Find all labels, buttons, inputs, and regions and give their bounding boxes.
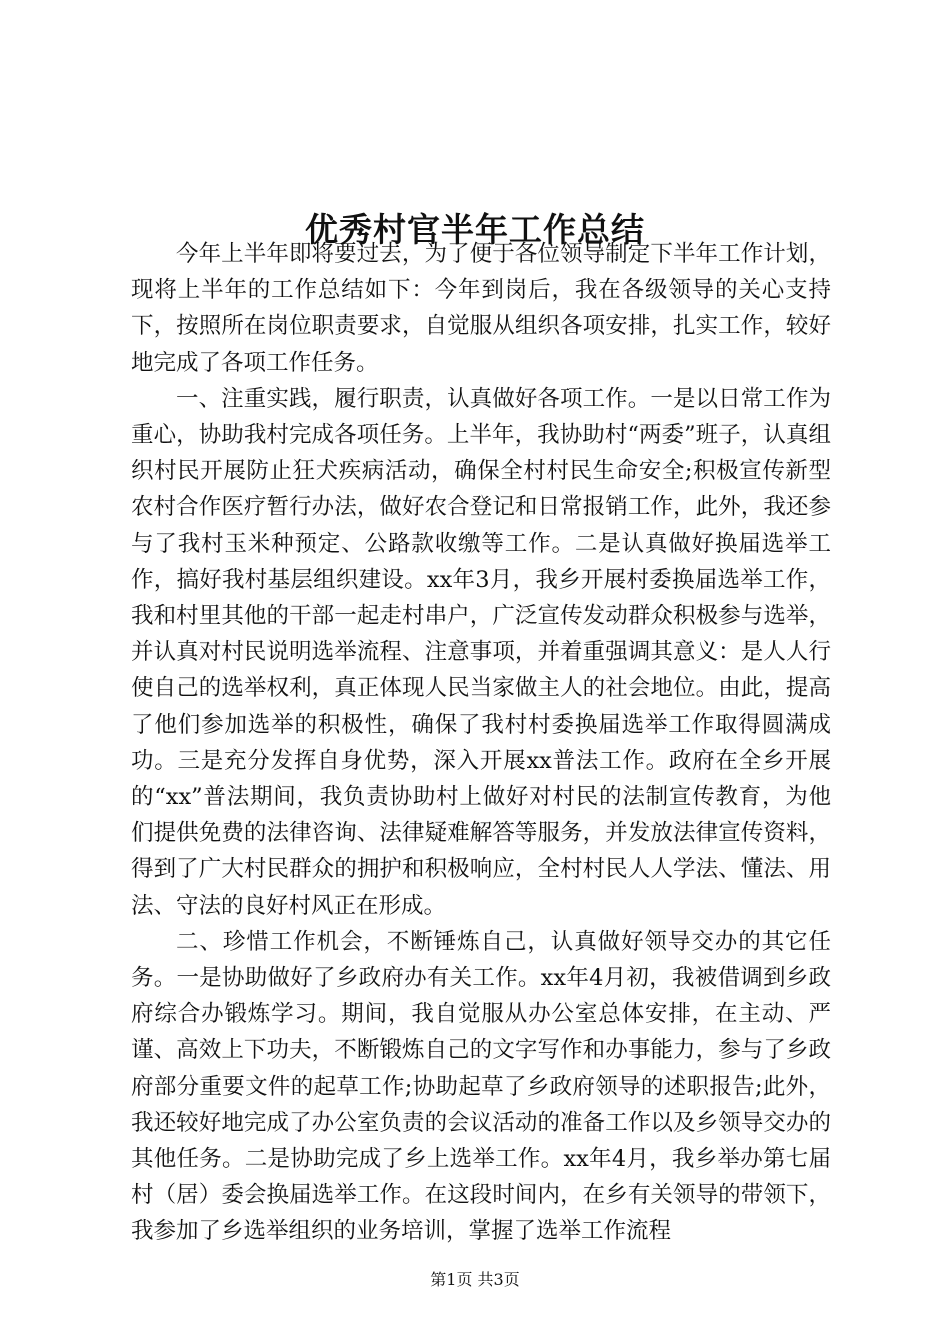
paragraph-section-two: 二、珍惜工作机会，不断锤炼自己，认真做好领导交办的其它任务。一是协助做好了乡政府办有关工作。xx年4月初，我被借调到乡政府综合办锻炼学习。期间，我自觉服从办公室总体安排，在主动、严谨、高效上下功夫，不断锻炼自己的文字写作和办事能力，参与了乡政府部分重要文件的起草工作;协助起草了乡政府领导的述职报告;此外，我还较好地完成了办公室负责的会议活动的准备工作以及乡领导交办的其他任务。二是协助完成了乡上选举工作。xx年4月，我乡举办第七届村（居）委会换届选举工作。在这段时间内，在乡有关领导的带领下，我参加了乡选举组织的业务培训，掌握了选举工作流程 xyxy=(131,928,831,1245)
document-body xyxy=(131,236,831,1250)
paragraph-section-one: 一、注重实践，履行职责，认真做好各项工作。一是以日常工作为重心，协助我村完成各项任务。上半年，我协助村“两委”班子，认真组织村民开展防止狂犬疾病活动，确保全村村民生命安全;积极宣传新型农村合作医疗暂行办法，做好农合登记和日常报销工作，此外，我还参与了我村玉米种预定、公路款收缴等工作。二是认真做好换届选举工作，搞好我村基层组织建设。xx年3月，我乡开展村委换届选举工作，我和村里其他的干部一起走村串户，广泛宣传发动群众积极参与选举，并认真对村民说明选举流程、注意事项，并着重强调其意义：是人人行使自己的选举权利，真正体现人民当家做主人的社会地位。由此，提高了他们参加选举的积极性，确保了我村村委换届选举工作取得圆满成功。三是充分发挥自身优势，深入开展xx普法工作。政府在全乡开展的“xx”普法期间，我负责协助村上做好对村民的法制宣传教育，为他们提供免费的法律咨询、法律疑难解答等服务，并发放法律宣传资料，得到了广大村民群众的拥护和积极响应，全村村民人人学法、懂法、用法、守法的良好村风正在形成。 xyxy=(131,385,831,919)
paragraph-intro: 今年上半年即将要过去，为了便于各位领导制定下半年工作计划，现将上半年的工作总结如下：今年到岗后，我在各级领导的关心支持下，按照所在岗位职责要求，自觉服从组织各项安排，扎实工作，较好地完成了各项工作任务。 xyxy=(131,241,831,376)
page-footer: 第1页 共3页 xyxy=(430,1270,520,1289)
document-title: 优秀村官半年工作总结 xyxy=(305,210,645,250)
